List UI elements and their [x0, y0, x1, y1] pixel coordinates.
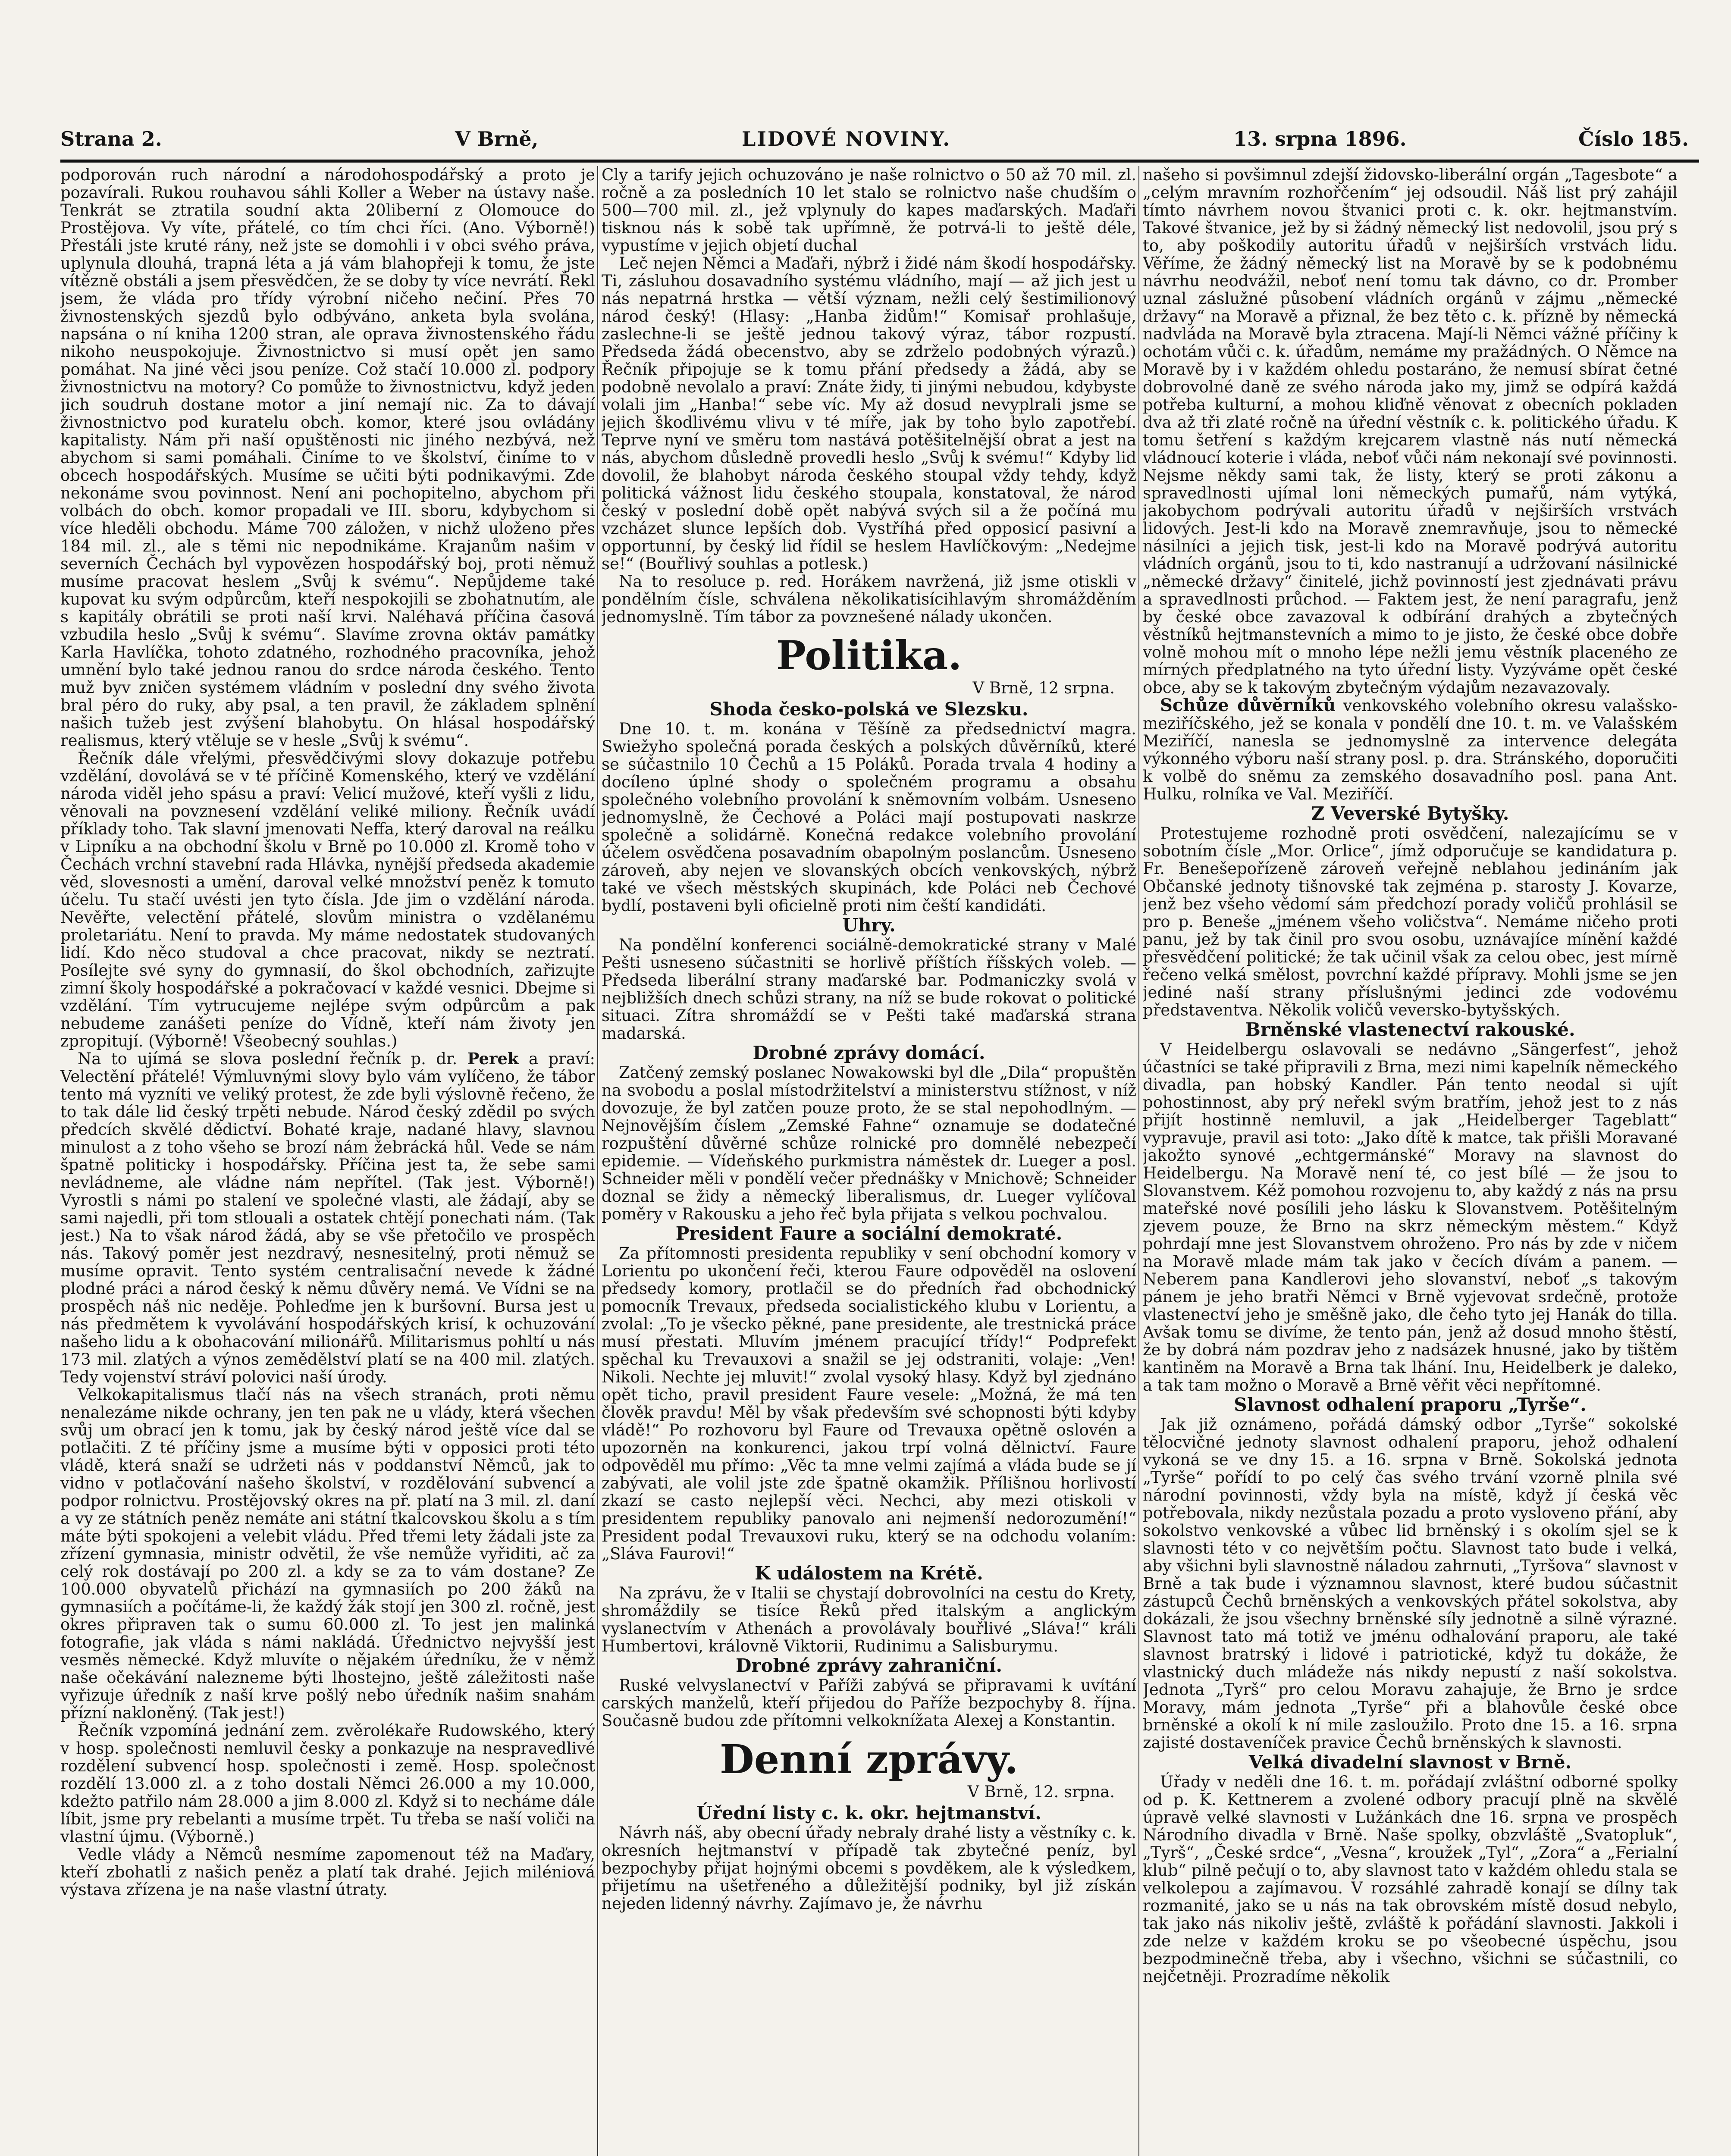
column-divider — [1138, 166, 1139, 2156]
article-paragraph: Na pondělní konferenci sociálně-demokratické strany v Malé Pešti usneseno súčastniti se horlivě příštích říšských voleb. — Předseda liberální strany maďarské bar. Podmaniczky svolá v nejbližších dnech schůzi strany, na níž se bude rokovat o politické situaci. Zítra shromáždí se v Pešti také maďarská strana madarská. — [602, 936, 1136, 1043]
article-heading: Slavnost odhalení praporu „Tyrše“. — [1234, 1394, 1587, 1415]
article-heading: Uhry. — [842, 915, 896, 936]
article-paragraph: našeho si povšimnul zdejší židovsko-liberální orgán „Tagesbote“ a „celým mravním rozhořčením“ jej odsoudil. Náš list prý zahájil tímto návrhem novou štvanici proti c. k. okr. hejtmanstvím. Takové štvanice, jež by si žádný německý list nedovolil, jsou prý s to, aby poškodily autoritu úřadů v nejširších vrstvách lidu. Věříme, že žádný německý list na Moravě by se k podobnému návrhu neodvážil, neboť není tomu tak dávno, co dr. Promber uznal záslužné působení vládních orgánů v zájmu „německé državy“ na Moravě a přiznal, že bez těto c. k. přízně by německá nadvláda na Moravě byla ztracena. Mají-li Němci vážné příčiny k ochotám vůči c. k. úřadům, nemáme my pražádných. O Němce na Moravě by i v každém ohledu postaráno, že nemusí sbírat četné dobrovolné daně ze svého národa jako my, jimž se odpírá každá potřeba kulturní, a mohou kliďně věnovat z obecních pokladen dva až tři zlaté ročně na úřední věstník c. k. politického úřadu. K tomu šetření s každým krejcarem vlastně nás nutí německá vládnoucí koterie i vláda, neboť vůči nám nekonají své povinnosti. Nejsme někdy sami tak, že listy, který se proti zákonu a spravedlnosti ujímal loni německých pumařů, nám vytýká, jakobychom podrývali autoritu úřadů v nejširších vrstvách lidových. Jest-li kdo na Moravě znemravňuje, jsou to německé násilníci a jejich tisk, jest-li kdo na Moravě podrývá autoritu vládních orgánů, jsou to ti, kdo nastranují a udržovaní násilnické „německé državy“ činitelé, jichž povinností jest zjednávati právu a spravedlnosti průchod. — Faktem jest, že není paragrafu, jenž by české obce zavazoval k odbírání drahých a zbytečných věstníků hejtmanstevních a mimo to je jisto, že české obce dobře volně mohou mít o mnoho lépe nežli jemu věstník placeného ze mírných předplatného na tyto úřední listy. Vyzýváme opět české obce, aby se k takovým zbytečným výdajům nezavazovaly. — [1143, 166, 1678, 697]
article-paragraph — [1143, 696, 1678, 803]
article-heading: Brněnské vlastenectví rakouské. — [1245, 1019, 1575, 1040]
article-heading: Shoda česko-polská ve Slezsku. — [709, 699, 1029, 720]
article-paragraph: Návrh náš, aby obecní úřady nebraly drahé listy a věstníky c. k. okresních hejtmanství v případě tak zbytečné peníz, byl bezpochyby přijat hojnými obcemi s povděkem, ale k výsledkem, přijetímu na ušetřeného a důležitější podniky, byl již získán nejeden lidenný návrhy. Zajímavo je, že návrhu — [602, 1824, 1136, 1913]
article-heading: President Faure a sociální demokraté. — [675, 1223, 1063, 1244]
article-paragraph: Jak již oznámeno, pořádá dámský odbor „Tyrše“ sokolské tělocvičné jednoty slavnost odhalení praporu, jehož odhalení vykoná se ve dny 15. a 16. srpna v Brně. Sokolská jednota „Tyrše“ pořídí to po celý čas svého trvání vzorně plnila své národní povinnosti, vždy byla na místě, když jí česká věc potřebovala, nikdy nezůstala pozadu a proto vysloveno přání, aby sokolstvo venkovské a vůbec lid brněnský i s okolím sjel se k slavnosti této v co největším počtu. Slavnost tato bude i velká, aby všichni byli slavnostně náladou zahrnuti, „Tyršova“ slavnost v Brně a tak bude i významnou slavnost, které budou súčastnit zástupců Čechů brněnských a venkovských přátel sokolstva, aby dokázali, že jsou všechny brněnské síly jednotně a silně výrazné. Slavnost tato má totiž ve jménu odhalování praporu, ale také slavnost bratrský i lidové i patriotické, když tu dokáže, že vlastnický duch mládeže nás nikdy nepustí z naší sokolstva. Jednota „Tyrš“ pro celou Moravu zahajuje, že Brno je srdce Moravy, mám jednota „Tyrše“ při a blahovůle české obce brněnské a okolí k ní mile zasloužilo. Proto dne 15. a 16. srpna zajisté dostaveníček pravice Čechů brněnských k slavnosti. — [1143, 1415, 1678, 1752]
article-paragraph: Protestujeme rozhodně proti osvědčení, nalezajícímu se v sobotním čísle „Mor. Orlice“, jímž odporučuje se kandidatura p. Fr. Benešepořízeně zároveň veřejně neblahou jedináním jak Občanské jednoty tišnovské tak zejména p. starosty J. Kovarze, jenž bez všeho vědomí sám předchozí porady voličů prohlásil se pro p. Beneše „jménem všeho voličstva“. Nemáme ničeho proti panu, jež by tak činil pro svou osobu, uznávajíce mínění každé přesvědčení politické; že tak učinil však za celou obec, jest mírně řečeno velká smělost, povrchní každé přípravy. Mohli jsme se jen jediné naší strany příslušnými jedinci zde vodovému představentva. Několik voličů veversko-bytyšských. — [1143, 824, 1678, 1019]
article-heading: Drobné zprávy domácí. — [753, 1042, 985, 1063]
section-heading-denni-zpravy: Denní zprávy. — [719, 1736, 1019, 1783]
article-paragraph: V Heidelbergu oslavovali se nedávno „Sängerfest“, jehož účastníci se také připravili z Brna, mezi nimi kapelník německého divadla, pan hobský Kandler. Pán tento neodal si ujít pohostinnost, aby prý neřekl svým bratřím, jehož jest to z nás přijít hostinně nemluvil, a jak „Heidelberger Tageblatt“ vypravuje, pravil asi toto: „Jako dítě k matce, tak přišli Moravané jakožto synové „echtgermánské“ Moravy na slavnost do Heidelbergu. Na Moravě není té, co jest bílé — že jsou to Slovanstvem. Kéž pomohou rozvojenu to, aby každý z nás na prsu mateřské nové posílili jeho lásku k Slovanstvem. Potěšitelným zjevem pouze, že Brno na skrz německým městem.“ Když pohrdají mne jest Slovanstvem ohroženo. Pro nás by zde v ničem na Moravě mlade mám tak jako v čecích dívám a panem. — Neberem pana Kandlerovi jeho slovanství, neboť „s takovým pánem je jeho bratři Němci v Brně vyjevovat srdečně, protože vlastenectví jeho je směšně jako, dle čeho tyto jej Hanák do tilla. Avšak tomu se divíme, že tento pán, jenž až dosud mnoho štěstí, že by dobrá nám pozdrav jeho z nadsázek hnusné, jako by tištěm kantiněm na Moravě a Brna tak lhání. Inu, Heidelberk je daleko, a tak tam možno o Moravě a Brně věřit věci nepřítomné. — [1143, 1040, 1678, 1395]
article-paragraph: Řečník vzpomíná jednání zem. zvěrolékaře Rudowského, který v hosp. společnosti nemluvil česky a ponkazuje na nespravedlivé rozdělení subvencí hosp. společnosti i země. Hosp. společnost rozdělí 13.000 zl. a z toho dostali Němci 26.000 a my 10.000, kdežto patřilo nám 28.000 a jim 8.000 zl. Když si to necháme dále líbit, jsme pry rebelanti a musíme trpět. Tu třeba se naší voliči na vlastní újmu. (Výborně.) — [60, 1721, 595, 1846]
article-paragraph: Za přítomnosti presidenta republiky v sení obchodní komory v Lorientu po ukončení řeči, kterou Faure odpověděl na oslovení předsedy komory, protlačil se do předních řad obchodnický pomocník Trevaux, předseda socialistického klubu v Lorientu, a zvolal: „To je všecko pěkné, pane presidente, ale trestnická práce musí přestati. Mluvím jménem pracující třídy!“ Podprefekt spěchal ku Trevauxovi a snažil se jej odstraniti, volaje: „Ven! Nikoli. Nechte jej mluvit!“ zvolal vysoký hlasy. Když byl zjednáno opět ticho, pravil president Faure vesele: „Možná, že má ten člověk pravdu! Měl by však především své schopnosti býti kdyby vládě!“ Po rozhovoru byl Faure od Trevauxa opětně oslovén a upozorněn na konkurenci, jakou trpí volná dělnictví. Faure odpověděl mu přímo: „Věc ta mne velmi zajímá a vláda bude se jí zabývati, ale volil jste zde špatně okamžik. Přílišnou horlivostí zkazí se casto nejlepší věci. Nechci, aby mezi otiskoli v presidentem republiky panovalo ani nejmenší nedorozumění!“ President podal Trevauxovi ruku, který se na odchodu volaním: „Sláva Faurovi!“ — [602, 1244, 1136, 1563]
issue-date: 13. srpna 1896. — [1233, 127, 1407, 150]
newspaper-title: LIDOVÉ NOVINY. — [742, 127, 951, 150]
article-paragraph: Na to resoluce p. red. Horákem navržená, již jsme otiskli v pondělním čísle, schválena několikatisícihlavým shromážděním jednomyslně. Tím tábor za povznešené nálady ukončen. — [602, 572, 1136, 626]
article-paragraph: Ruské velvyslanectví v Paříži zabývá se připravami k uvítání carských manželů, kteří přijedou do Paříže bezpochyby 8. října. Současně budou zde přítomni velkoknížata Alexej a Konstantin. — [602, 1676, 1136, 1730]
column-right — [1143, 166, 1678, 2156]
city-label: V Brně, — [455, 127, 539, 150]
section-heading-politika: Politika. — [776, 632, 962, 679]
page-number: Strana 2. — [60, 127, 162, 150]
paragraph-body: a praví: Velectění přátelé! Výmluvnými slovy bylo vám vylíčeno, že tábor tento má vyzníti ve veliký protest, že zde byli výslovně řečeno, že to tak dále lid český trpěti nebude. Národ český zdědil po svých předcích skvělé dědictví. Bohaté kraje, nadané hlavy, slavnou minulost a z toho všeho se brozí nám žebrácká hůl. Vede se nám špatně politicky i hospodářsky. Příčina jest ta, že sebe sami nevládneme, ale vládne nám nepřítel. (Tak jest. Výborně!) Vyrostli s námi po stalení ve společné vlasti, ale žádají, aby se sami najedli, při tom stlouali a ostatek chtějí ponechati nám. (Tak jest.) Na to však národ žádá, aby se vše přetočilo ve prospěch nás. Takový poměr jest nezdravý, nesnesitelný, proti němuž se musíme opravit. Tento systém centralisační nevede k žádné plodné práci a národ český k němu důvěry nemá. Ve Vídni se na prospěch náš nic neděje. Pohleďme jen k buršovní. Bursa jest u nás předmětem k vyvolávání hospodářských krisí, k ochuzování našeho lidu a k obohacování milionářů. Militarismus pohltí u nás 173 mil. zlatých a výnos zemědělství platí se na 400 mil. zlatých. Tedy vojenství stráví polovici naší úrody. — [60, 1050, 595, 1386]
paragraph-body: venkovského volebního okresu valašsko-meziříčského, jež se konala v pondělí dne 10. t. m. ve Valašském Meziříčí, nanesla se jednomyslně za intervence delegáta výkonného výboru naší strany posl. p. dra. Stránského, doporučiti k volbě do sněmu za zemského dosavadního posl. pana Ant. Hulku, rolníka ve Val. Meziříčí. — [1143, 696, 1678, 803]
paragraph-lead: Na to ujímá se slova poslední řečník p. dr. — [78, 1050, 458, 1068]
article-paragraph — [60, 1050, 595, 1386]
section-dateline: V Brně, 12. srpna. — [967, 1783, 1115, 1801]
article-paragraph: Leč nejen Němci a Maďaři, nýbrž i židé nám škodí hospodářsky. Ti, zásluhou dosavadního systému vládního, mají — až jich jest u nás nepatrná hrstka — větší význam, nežli celý šestimilionový národ český! (Hlasy: „Hanba židům!“ Komisař prohlašuje, zaslechne-li se ještě jednou takový výraz, tábor rozpustí. Předseda žádá obecenstvo, aby se zdrželo podobných výrazů.) Řečník připojuje se k tomu přání předsedy a žádá, aby se podobně nevolalo a praví: Znáte židy, ti jinými nebudou, kdybyste volali jim „Hanba!“ sebe víc. My až dosud nevyplrali jsme se jejich škodlivému vlivu v té míře, jak by toho bylo zapotřebí. Teprve nyní ve směru tom nastává potěšitelnější obrat a jest na nás, abychom důsledně provedli heslo „Svůj k svému!“ Kdyby lid dovolil, že blahobyt národa českého stoupal vždy tehdy, když politická vážnost lidu českého stoupala, konstatoval, že národ český v poslední době opět nabývá svých sil a že počíná mu vzcházet slunce lepších dob. Vystříhá před opposicí pasivní a opportunní, by český lid řídil se heslem Havlíčkovým: „Nedejme se!“ (Bouřlivý souhlas a potlesk.) — [602, 254, 1136, 573]
column-left — [60, 166, 595, 2156]
article-paragraph: Na zprávu, že v Italii se chystají dobrovolníci na cestu do Krety, shromáždily se tisíce Řeků před italským a anglickým vyslanectvím v Athenách a provolávaly bouřlivé „Sláva!“ králi Humbertovi, královně Viktorii, Rudinimu a Salisburymu. — [602, 1584, 1136, 1655]
article-paragraph: Vedle vlády a Němců nesmíme zapomenout též na Maďary, kteří zbohatli z našich peněz a platí tak drahé. Jejich miléniová výstava zřízena je na naše vlastní útraty. — [60, 1845, 595, 1899]
article-paragraph: Řečník dále vřelými, přesvědčivými slovy dokazuje potřebu vzdělání, dovolává se v té příčině Komenského, který ve vzdělání národa viděl jeho spásu a praví: Velicí mužové, kteří vyšli z lidu, věnovali na povznesení vzdělání veliké miliony. Řečník uvádí příklady toho. Tak slavní jmenovati Neffa, který daroval na reálku v Lipníku a na obchodní školu v Brně po 10.000 zl. Kromě toho v Čechách vrchní stavební rada Hlávka, nynější předseda akademie věd, slovesnosti a umění, daroval velké množství peněz k tomuto účelu. Tu stačí uvésti jen tyto čísla. Jde jim o vzdělání národa. Nevěřte, velectění přátelé, slovům ministra o vzdělanému proletariátu. Není to pravda. My máme nedostatek studovaných lidí. Kdo něco studoval a chce pracovat, nikdy se neztratí. Posílejte své syny do gymnasií, do škol obchodních, zařizujte zimní školy hospodářské a pokračovací v každé vesnici. Dbejme si vzdělání. Tím vytrucujeme nejlépe svým odpůrcům a pak nebudeme zanášeti peníze do Vídně, kteří nám životy jen zpropitují. (Výborně! Všeobecný souhlas.) — [60, 749, 595, 1050]
article-heading: Schůze důvěrníků — [1160, 695, 1336, 715]
article-paragraph: Úřady v neděli dne 16. t. m. pořádají zvláštní odborné spolky od p. K. Kettnerem a zvolené odbory pracují plně na skvělé úpravě velké slavnosti v Lužánkách dne 16. srpna ve prospěch Národního divadla v Brně. Naše spolky, obzvláště „Svatopluk“, „Tyrš“, „České srdce“, „Vesna“, kroužek „Tyl“, „Zora“ a „Ferialní klub“ pilně pečují o to, aby slavnost tato v každém ohledu stala se velkolepou a zajímavou. V rozsáhlé zahradě konají se dílny tak rozmanité, jako se u nás na tak obrovském místě dosud nebylo, tak jako nás nikoliv ještě, zvláště k pořádání slavnosti. Jakkoli i zde nelze v každém kroku se po všeobecné úspěchu, jsou bezpodminečně třeba, aby i všechno, všichni se súčastnili, co nejčetněji. Prozradíme několik — [1143, 1773, 1678, 1986]
article-paragraph: Cly a tarify jejich ochuzováno je naše rolnictvo o 50 až 70 mil. zl. ročně a za posledních 10 let stalo se rolnictvo naše chudším o 500—700 mil. zl., jež vplynuly do kapes maďarských. Maďaři tisknou nás k sobě tak upřímně, že potrvá-li to ještě déle, vypustíme v jejich objetí duchal — [602, 166, 1136, 255]
article-heading: Drobné zprávy zahraniční. — [736, 1655, 1002, 1676]
speaker-name: Perek — [467, 1049, 519, 1068]
article-heading: K událostem na Krétě. — [755, 1563, 983, 1584]
page-header — [60, 127, 1695, 157]
column-divider — [597, 166, 598, 2156]
header-rule — [60, 160, 1699, 163]
article-heading: Úřední listy c. k. okr. hejtmanství. — [696, 1802, 1041, 1824]
column-middle — [602, 166, 1136, 2156]
article-heading: Z Veverské Bytyšky. — [1311, 803, 1509, 824]
article-paragraph: Zatčený zemský poslanec Nowakowski byl dle „Dila“ propuštěn na svobodu a poslal místodržitelství a ministerstvu stížnost, v níž dovozuje, že byl zatčen pouze proto, že se stal nepohodlným. — Nejnovějším číslem „Zemské Fahne“ oznamuje se dodatečné rozpuštění důvěrné schůze rolnické pro domnělé nebezpečí epidemie. — Vídeňského purkmistra náměstek dr. Lueger a posl. Schneider měli v pondělí večer přednášky v Mnichově; Schneider doznal se židy a německý liberalismus, dr. Lueger vylíčoval poměry v Rakousku a jeho řeč byla přijata s velkou pochvalou. — [602, 1063, 1136, 1223]
issue-number: Číslo 185. — [1578, 127, 1689, 150]
article-heading: Velká divadelní slavnost v Brně. — [1248, 1752, 1572, 1773]
section-dateline: V Brně, 12 srpna. — [972, 679, 1115, 697]
article-paragraph: Dne 10. t. m. konána v Těšíně za předsednictví magra. Swiežyho společná porada českých a polských důvěrníků, které se súčastnilo 10 Čechů a 15 Poláků. Porada trvala 4 hodiny a docíleno úplné shody o společném programu a obsahu společného volebního provolání k sněmovním volbám. Usneseno jednomyslně, že Čechové a Poláci mají postupovati naskrze společně a solidárně. Konečná redakce volebního provolání účelem osvědčena posavadním obapolným poslancům. Usneseno zároveň, aby nejen ve slovanských obcích venkovských, nýbrž také ve všech městských skupinách, kde Poláci neb Čechové bydlí, postaveni byli oficielně proti nim čeští kandidáti. — [602, 720, 1136, 915]
article-paragraph: Velkokapitalismus tlačí nás na všech stranách, proti němu nenalezáme nikde ochrany, jen ten pak ne u vlády, která všechen svůj um obrací jen k tomu, jak by český národ ještě více dal se potlačiti. Z té příčiny jsme a musíme býti v opposici proti této vládě, která snaží se udržeti nás v poddanství Němců, jak to vidno v potlačování našeho školství, v rozdělování subvencí a podpor rolnictvu. Prostějovský okres na př. platí na 3 mil. zl. daní a vy ze státních peněz nemáte ani státní tkalcovskou školu a s tím máte býti spokojeni a velebit vládu. Před třemi lety žádali jste za zřízení gymnasia, ministr odvětil, že vše nemůže vyřiditi, ač za celý rok dostávají po 200 zl. a kdy se za to vám dostane? Ze 100.000 obyvatelů přichází na gymnasiích po 200 žáků na gymnasiích a počítáme-li, že každý žák stojí jen 300 zl. ročně, jest okres připraven tak o sumu 60.000 zl. To jest jen malinká fotografie, jak vláda s námi nakládá. Úřednictvo nejvyšší jest vesměs německé. Když mluvíte o nějakém úředníku, že v němž naše očekávání nalezneme býti lhostejno, ještě záležitosti naše vyřizuje úředník z naší krve pošlý nebo úředník našim snahám přízní nakloněný. (Tak jest!) — [60, 1385, 595, 1722]
article-paragraph: podporován ruch národní a národohospodářský a proto je pozavírali. Rukou rouhavou sáhli Koller a Weber na ústavy naše. Tenkrát se ztratila soudní akta 20liberní z Olomouce do Prostějova. Vy víte, přátelé, co tím chci říci. (Ano. Výborně!) Přestáli jste kruté rány, než jste se domohli i v obci svého práva, uplynula dlouhá, trapná léta a já vám blahopřeji k tomu, že jste vítězně obstáli a jsem přesvědčen, že se doby ty více nevrátí. Řekl jsem, že vláda pro třídy výrobní ničeho nečiní. Přes 70 živnostenských sjezdů bylo odbýváno, anketa byla svolána, napsána o ní kniha 1200 stran, ale oprava živnostenského řádu nikoho neuspokojuje. Živnostnictvo si musí opět jen samo pomáhat. Na jiné věci jsou peníze. Což stačí 10.000 zl. podpory živnostnictvu na motory? Co pomůže to živnostnictvu, když jeden jich soudruh dostane motor a jiní nemají nic. Za to dávají živnostnictvo pod kuratelu obch. komor, které jsou ovládány kapitalisty. Nám při naší opuštěnosti nic jiného nezbývá, než abychom si sami pomáhali. Činíme to ve školství, činíme to v obcech hospodářských. Musíme se učiti býti podnikavými. Zde nekonáme svou povinnost. Není ani pochopitelno, abychom při volbách do obch. komor propadali ve III. sboru, kdybychom si více hleděli obchodu. Máme 700 záložen, v nichž uloženo přes 184 mil. zl., ale s těmi nic nepodnikáme. Krajanům našim v severních Čechách byl vypovězen hospodářský boj, proti němuž musíme pracovat heslem „Svůj k svému“. Nepůjdeme také kupovat ku svým odpůrcům, kteří nespokojili se zbohatnutím, ale s kapitály obrátili se proti naší krvi. Naléhavá příčina časová vzbudila heslo „Svůj k svému“. Slavíme zrovna oktáv památky Karla Havlíčka, tohoto zdatného, rozhodného pracovníka, jehož umnění bylo také jednou ranou do srdce národa českého. Tento muž byv zničen systémem vládním v poslední dny svého života bral péro do ruky, aby psal, a ten pravil, že základem splnění našich tužeb jest zvýšení blahobytu. On hlásal hospodářský realismus, který vtěluje se v hesle „Svůj k svému“. — [60, 166, 595, 750]
